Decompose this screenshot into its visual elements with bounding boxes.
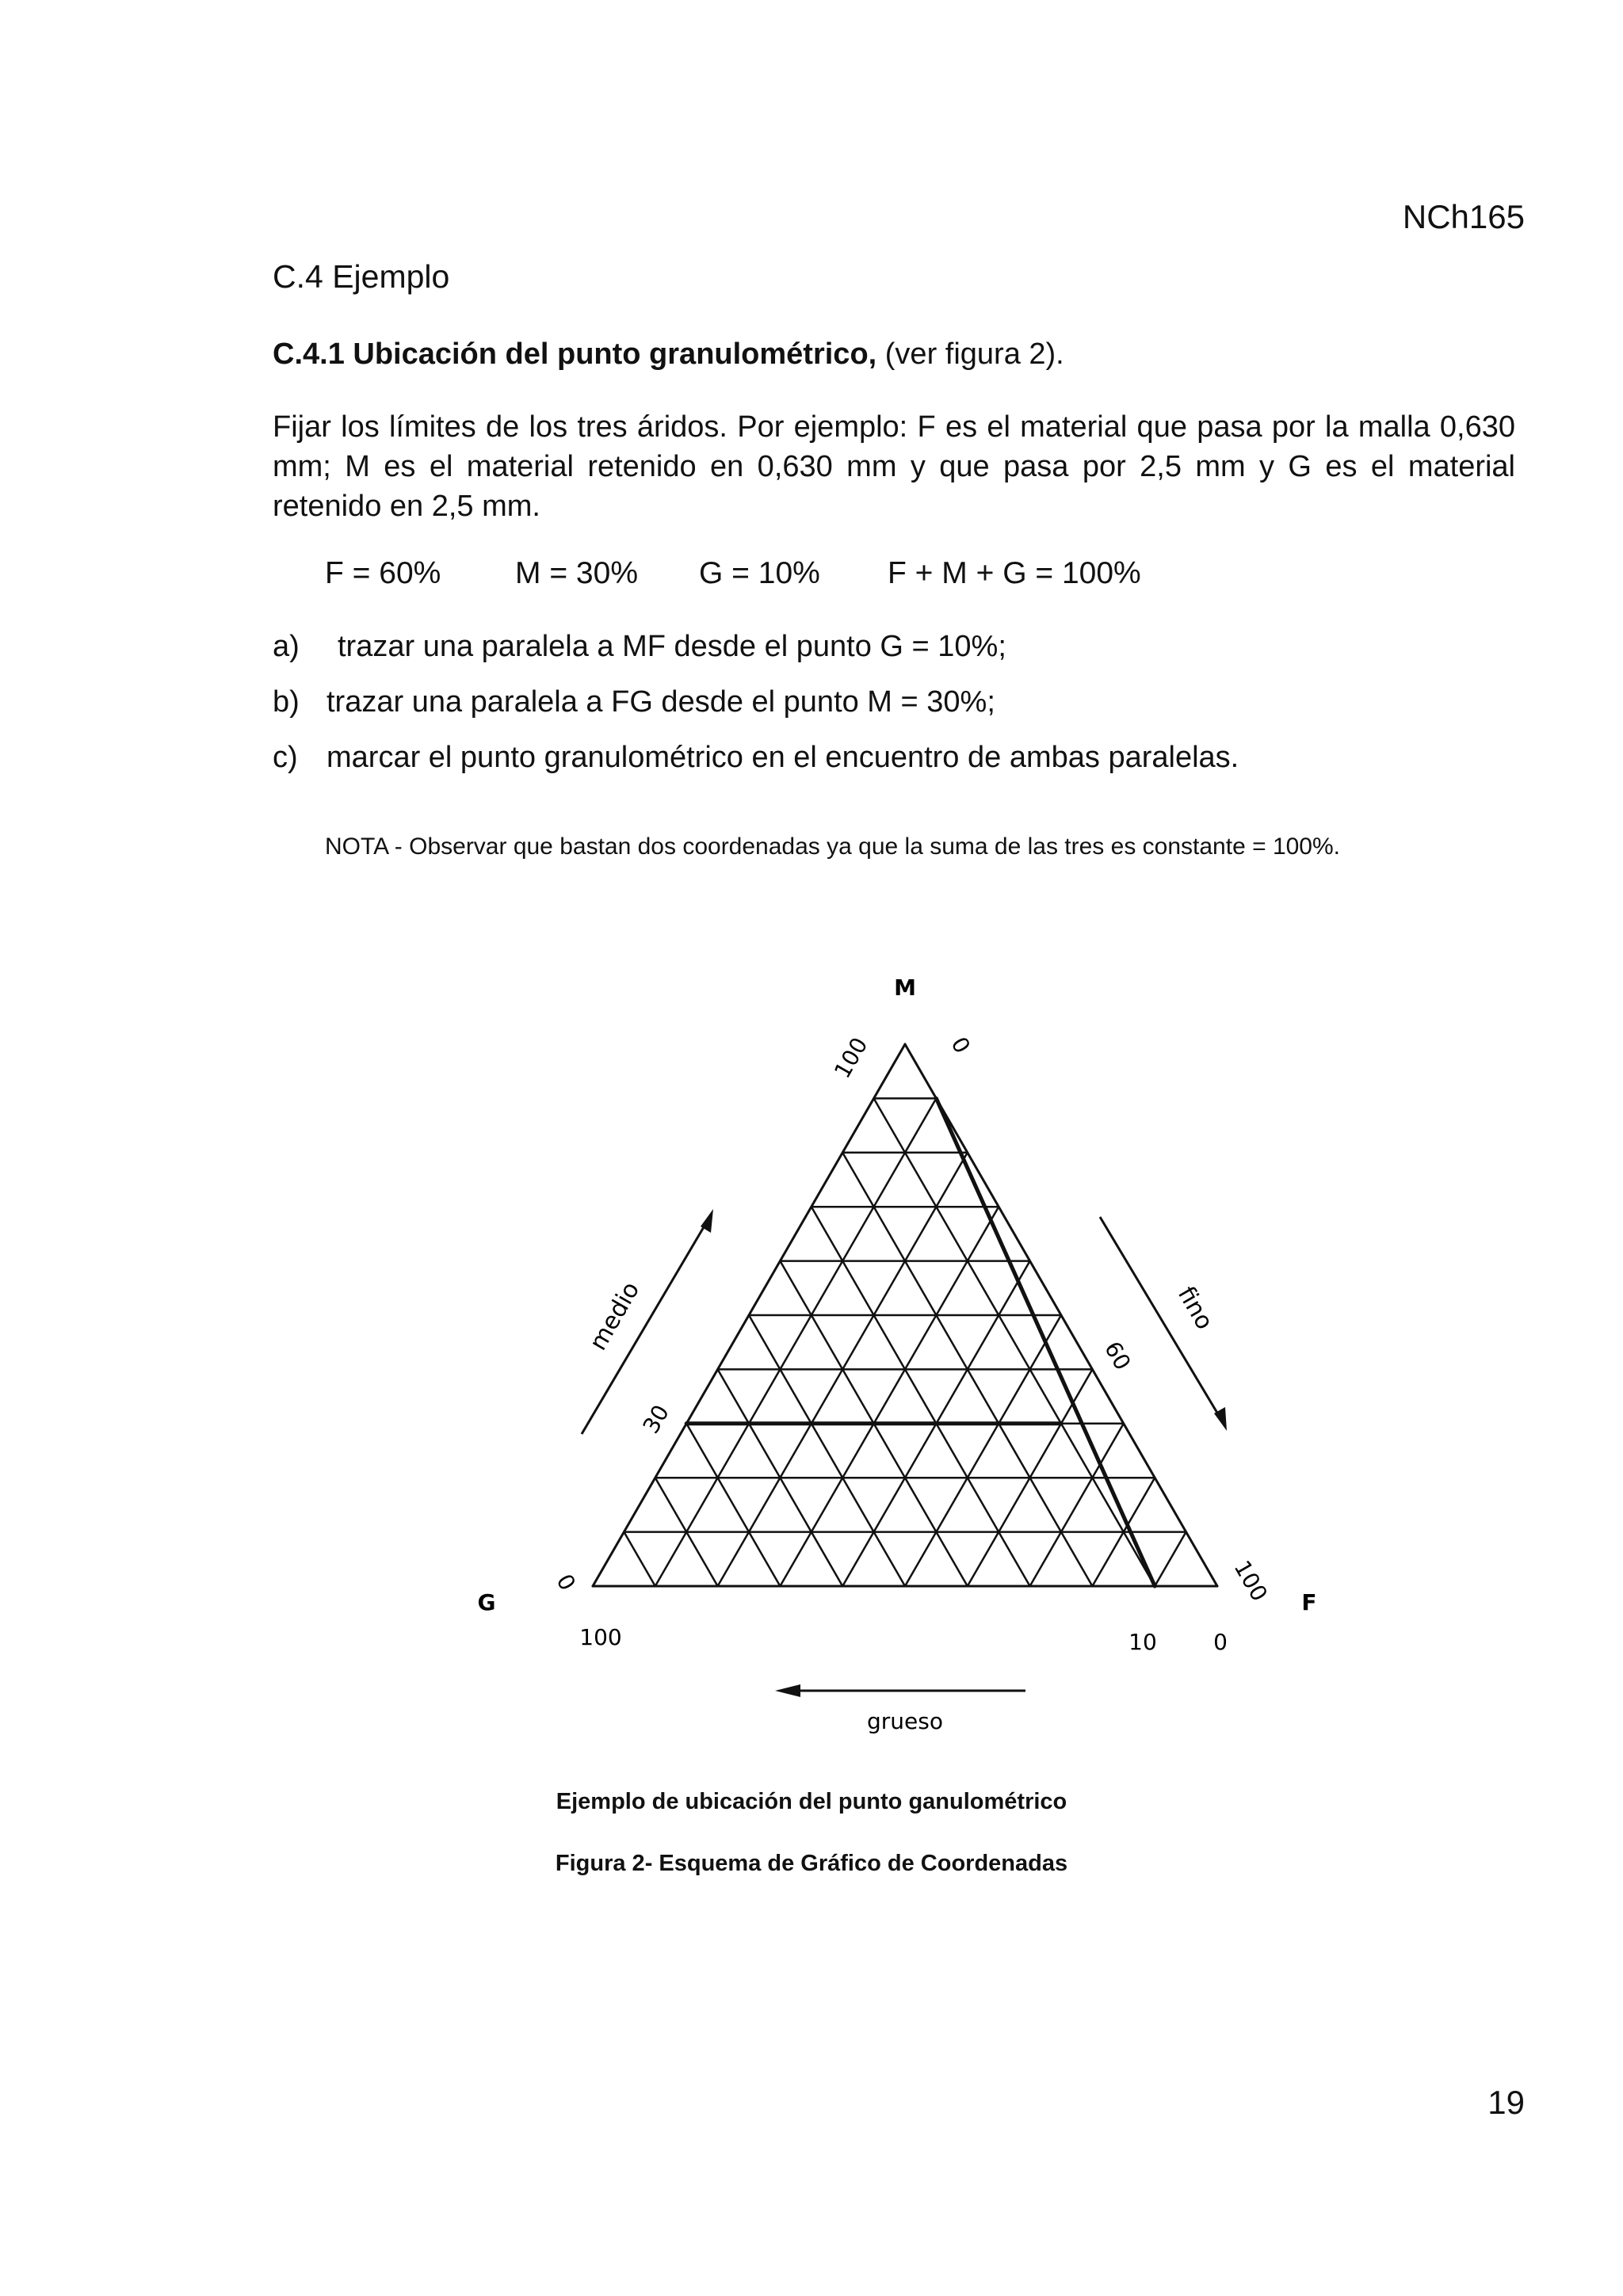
grid-line-rising [624,1532,655,1586]
grid-line-rising [749,1315,905,1586]
grid-line-falling [1030,1424,1124,1586]
figure-caption-2: Figura 2- Esquema de Gráfico de Coordenadas [555,1851,1068,1876]
grid-line-rising [812,1207,1030,1586]
label-top-100: 100 [829,1032,873,1083]
grueso-label: grueso [867,1708,943,1734]
page-number: 19 [1487,2084,1525,2121]
label-right-100: 100 [1228,1555,1273,1606]
grid-line-falling [1155,1532,1186,1586]
step-a-marker: a) [273,630,300,663]
vertex-g-label: G [477,1589,496,1615]
label-60: 60 [1099,1337,1136,1375]
triangle-grid [593,1044,1217,1586]
base-label-100: 100 [579,1624,622,1650]
step-c-text: marcar el punto granulométrico en el encuentro de ambas paralelas. [327,741,1239,774]
ternary-diagram [0,951,1623,1901]
document-code: NCh165 [1402,198,1525,235]
equation-sum: F + M + G = 100% [888,556,1141,590]
equation-f: F = 60% [325,556,441,590]
grid-line-falling [905,1315,1061,1586]
step-c-marker: c) [273,741,298,774]
grid-line-falling [655,1098,937,1586]
step-a-text: trazar una paralela a MF desde el punto G = 10%; [338,630,1006,663]
label-30: 30 [637,1400,674,1438]
equation-g: G = 10% [699,556,820,590]
fino-label: fino [1172,1282,1219,1335]
section-title: C.4 Ejemplo [273,258,450,295]
subsection-title: C.4.1 Ubicación del punto granulométrico, [273,338,877,371]
figure-caption-1: Ejemplo de ubicación del punto ganulométrico [556,1789,1067,1814]
vertex-m-label: M [894,974,916,1001]
intro-paragraph: Fijar los límites de los tres áridos. Por ejemplo: F es el material que pasa por la malla 0,630 mm; M es el material retenido en 0,630 mm y que pasa por 2,5 mm y G es el material retenido en 2,5 mm. [273,410,1515,523]
label-left-0: 0 [551,1569,581,1596]
step-b-marker: b) [273,685,300,719]
subsection-heading [273,338,1064,372]
note: NOTA - Observar que bastan dos coordenadas ya que la suma de las tres es constante = 100%. [325,833,1341,860]
grid-line-rising [686,1424,780,1586]
medio-label: medio [584,1277,646,1356]
step-b-text: trazar una paralela a FG desde el punto M = 30%; [327,685,995,719]
label-top-0: 0 [945,1032,976,1058]
base-label-10: 10 [1128,1629,1157,1655]
vertex-f-label: F [1301,1589,1317,1615]
base-label-0: 0 [1213,1629,1228,1655]
grid-line-falling [780,1207,999,1586]
subsection-reference: (ver figura 2). [876,338,1064,371]
grueso-arrow [775,1684,1025,1697]
equation-m: M = 30% [515,556,638,590]
